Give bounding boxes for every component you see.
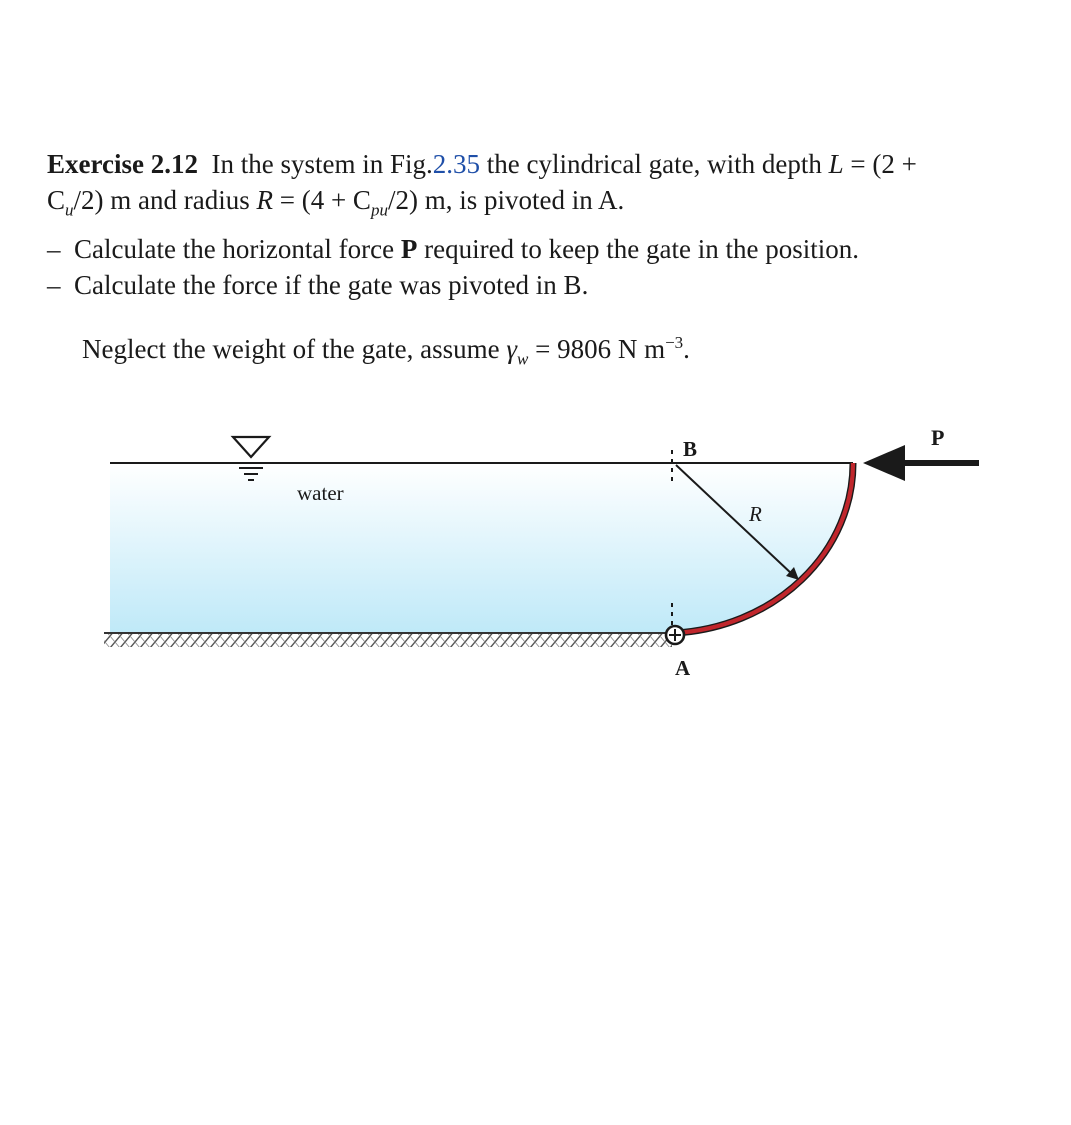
bullet-1-text-a: Calculate the horizontal force xyxy=(74,234,401,264)
water-label: water xyxy=(297,481,344,505)
figure-reference-link[interactable]: 2.35 xyxy=(432,149,480,179)
exercise-line-1 xyxy=(47,147,917,181)
depth-symbol-L: L xyxy=(828,149,844,179)
pivot-hinge-icon xyxy=(666,626,684,644)
force-P-label: P xyxy=(931,425,945,450)
subscript-u: u xyxy=(65,200,74,220)
subscript-w: w xyxy=(517,349,529,369)
gate-figure xyxy=(0,400,1071,700)
force-arrow-icon xyxy=(863,445,979,481)
radius-R-label: R xyxy=(749,502,762,526)
bullet-1-text-b: required to keep the gate in the position. xyxy=(417,234,859,264)
exercise-text-2a: /2) m and radius xyxy=(73,185,257,215)
exercise-text-2b: = (4 + C xyxy=(272,185,371,215)
bullet-item-2 xyxy=(47,268,588,302)
exercise-text-1a: In the system in Fig. xyxy=(211,149,433,179)
point-A-label: A xyxy=(675,656,691,680)
water-region xyxy=(110,463,853,633)
note-text-b: = 9806 N m xyxy=(528,334,666,364)
gamma-symbol: γ xyxy=(506,334,517,364)
force-symbol-P: P xyxy=(400,234,418,264)
note-text-c: . xyxy=(683,334,690,364)
exercise-label: Exercise 2.12 xyxy=(47,149,198,179)
superscript-minus-3: −3 xyxy=(665,333,684,352)
exercise-line-2 xyxy=(47,183,625,220)
bullet-item-1 xyxy=(47,232,859,266)
bullet-dash: – xyxy=(47,270,61,300)
exercise-text-2c: /2) m, is pivoted in A. xyxy=(387,185,625,215)
radius-symbol-R: R xyxy=(256,185,273,215)
ground-bed xyxy=(104,633,672,647)
bullet-dash: – xyxy=(47,234,61,264)
exercise-text-1c: = (2 + xyxy=(843,149,917,179)
symbol-C: C xyxy=(47,185,66,215)
subscript-pu: pu xyxy=(370,200,388,220)
note-text-a: Neglect the weight of the gate, assume xyxy=(82,334,507,364)
bullet-2-text: Calculate the force if the gate was pivoted in B. xyxy=(74,270,589,300)
assumption-note xyxy=(82,332,690,369)
point-B-label: B xyxy=(683,437,698,461)
exercise-text-1b: the cylindrical gate, with depth xyxy=(479,149,829,179)
